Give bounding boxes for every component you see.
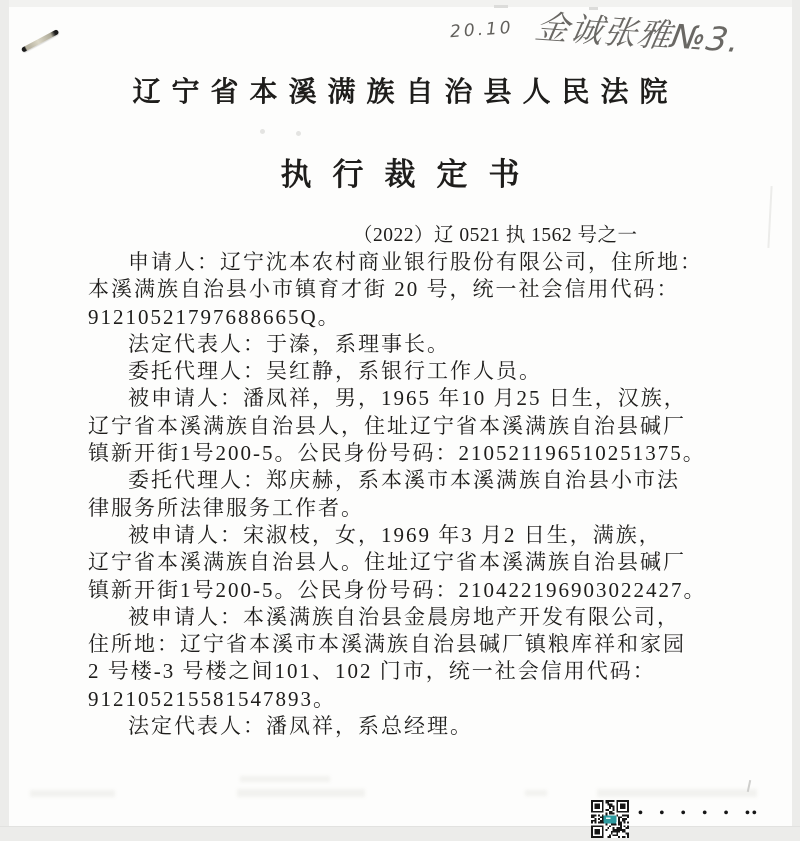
text-line: 镇新开街1号200-5。公民身份号码：210521196510251375。 bbox=[88, 441, 706, 466]
text-line: 律服务所法律服务工作者。 bbox=[88, 495, 364, 520]
scan-edge-right bbox=[792, 0, 800, 841]
scan-edge-bottom bbox=[0, 826, 800, 841]
court-name: 辽宁省本溪满族自治县人民法院 bbox=[132, 77, 679, 108]
text-line: 镇新开街1号200-5。公民身份号码：210422196903022427。 bbox=[88, 577, 707, 602]
text-line: 住所地：辽宁省本溪市本溪满族自治县碱厂镇粮库祥和家园 bbox=[88, 632, 686, 657]
text-line: 法定代表人：于溱，系理事长。 bbox=[128, 331, 450, 356]
handwritten-signature-note: 金诚张雅№3. bbox=[532, 7, 744, 60]
scan-edge-top bbox=[0, 0, 800, 7]
document-body bbox=[88, 249, 720, 740]
text-line: 法定代表人：潘凤祥，系总经理。 bbox=[128, 714, 473, 739]
document-title: 执行裁定书 bbox=[280, 157, 541, 192]
text-line: 委托代理人：吴红静，系银行工作人员。 bbox=[128, 359, 542, 384]
text-line: 912105215581547893。 bbox=[88, 686, 336, 711]
text-line: 被申请人：宋淑枝，女，1969 年3 月2 日生，满族， bbox=[128, 522, 662, 547]
bleedthrough-mark bbox=[525, 790, 547, 796]
text-line: 被申请人：潘凤祥，男，1965 年10 月25 日生，汉族， bbox=[128, 386, 687, 411]
scan-speck bbox=[494, 5, 508, 8]
qr-code bbox=[591, 800, 629, 838]
scan-edge-left bbox=[0, 0, 9, 841]
case-number: （2022）辽 0521 执 1562 号之一 bbox=[353, 225, 638, 246]
text-line: 辽宁省本溪满族自治县人。住址辽宁省本溪满族自治县碱厂 bbox=[88, 550, 686, 575]
text-line: 委托代理人：郑庆赫，系本溪市本溪满族自治县小市法 bbox=[128, 468, 680, 493]
text-line: 辽宁省本溪满族自治县人，住址辽宁省本溪满族自治县碱厂 bbox=[88, 413, 686, 438]
staple-artifact bbox=[21, 29, 60, 53]
dot-row: • • • • • •• bbox=[638, 806, 759, 821]
text-line: 申请人：辽宁沈本农村商业银行股份有限公司，住所地： bbox=[128, 250, 703, 274]
text-line: 2 号楼-3 号楼之间101、102 门市，统一社会信用代码： bbox=[88, 659, 656, 684]
bleedthrough-mark bbox=[30, 790, 115, 797]
bleedthrough-mark bbox=[240, 776, 330, 782]
text-line: 被申请人：本溪满族自治县金晨房地产开发有限公司， bbox=[128, 604, 680, 629]
scan-speck bbox=[296, 131, 301, 136]
scan-scratch bbox=[767, 186, 772, 248]
text-line: 本溪满族自治县小市镇育才街 20 号，统一社会信用代码： bbox=[88, 277, 680, 302]
bleedthrough-mark bbox=[597, 789, 757, 797]
scan-speck bbox=[260, 129, 265, 134]
handwritten-date-note: 20.10 bbox=[449, 17, 515, 43]
bleedthrough-mark bbox=[237, 789, 365, 797]
text-line: 91210521797688665Q。 bbox=[88, 304, 341, 329]
